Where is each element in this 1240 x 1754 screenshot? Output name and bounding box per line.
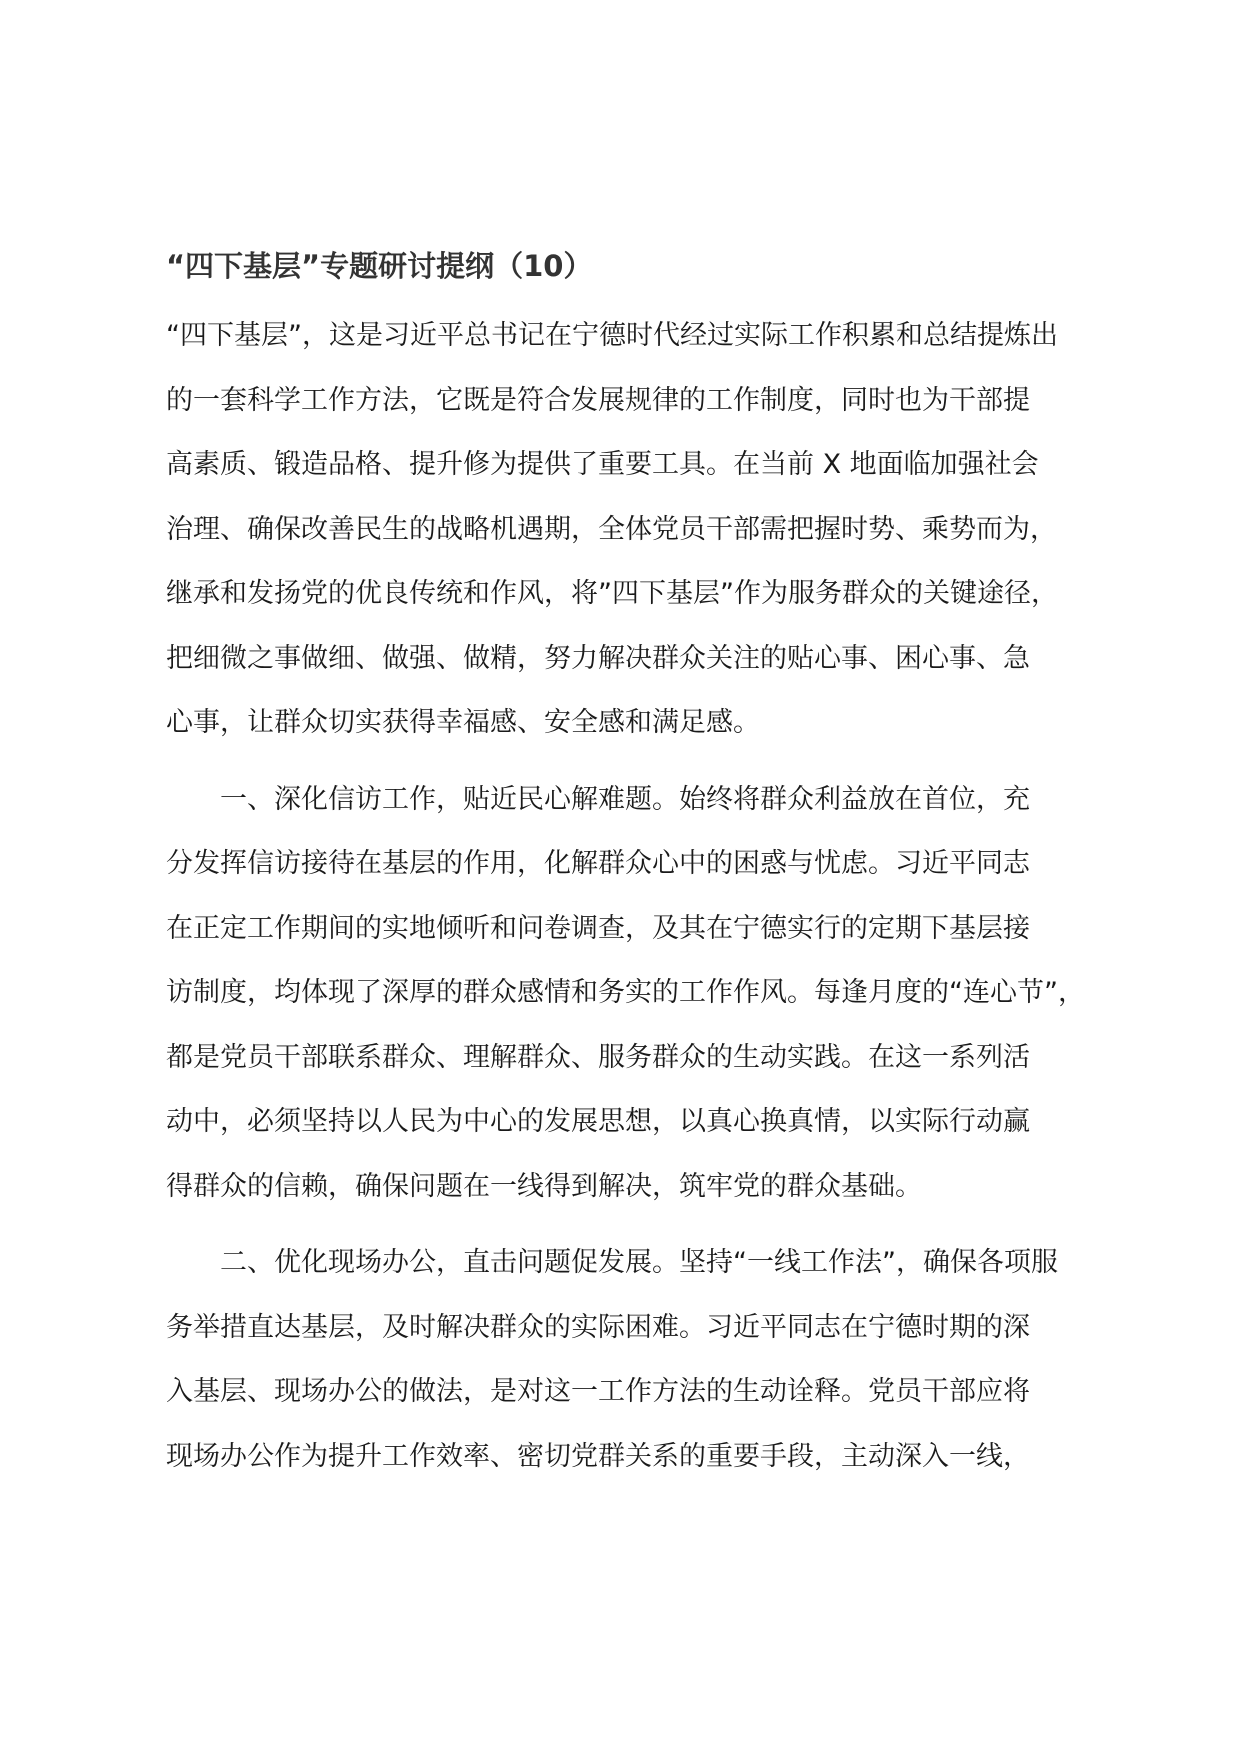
text-line: 访制度，均体现了深厚的群众感情和务实的工作作风。每逢月度的“连心节”， (166, 977, 1085, 1008)
text-line: 务举措直达基层，及时解决群众的实际困难。习近平同志在宁德时期的深 (166, 1311, 1030, 1343)
text-line: 心事，让群众切实获得幸福感、安全感和满足感。 (166, 707, 760, 738)
text-line: 的一套科学工作方法，它既是符合发展规律的工作制度，同时也为干部提 (166, 384, 1030, 416)
text-line: 现场办公作为提升工作效率、密切党群关系的重要手段，主动深入一线， (166, 1440, 1030, 1472)
paragraph-intro (166, 304, 1106, 756)
paragraph-section-one (166, 768, 1106, 1220)
text-line: 一、深化信访工作，贴近民心解难题。始终将群众利益放在首位，充 (220, 783, 1030, 815)
text-line: 得群众的信赖，确保问题在一线得到解决，筑牢党的群众基础。 (166, 1170, 922, 1202)
text-line: 在正定工作期间的实地倾听和问卷调查，及其在宁德实行的定期下基层接 (166, 912, 1030, 944)
text-line: 都是党员干部联系群众、理解群众、服务群众的生动实践。在这一系列活 (166, 1041, 1030, 1073)
text-line: “四下基层”，这是习近平总书记在宁德时代经过实际工作积累和总结提炼出 (166, 320, 1058, 351)
text-line: 继承和发扬党的优良传统和作风，将”四下基层”作为服务群众的关键途径， (166, 578, 1058, 609)
text-line: 二、优化现场办公，直击问题促发展。坚持“一线工作法”，确保各项服 (220, 1247, 1058, 1278)
text-line: 动中，必须坚持以人民为中心的发展思想，以真心换真情，以实际行动赢 (166, 1106, 1030, 1137)
text-line: 分发挥信访接待在基层的作用，化解群众心中的困惑与忧虑。习近平同志 (166, 848, 1030, 879)
text-line: 高素质、锻造品格、提升修为提供了重要工具。在当前 X 地面临加强社会 (166, 449, 1039, 480)
text-line: 入基层、现场办公的做法，是对这一工作方法的生动诠释。党员干部应将 (166, 1376, 1030, 1407)
document-title: “四下基层”专题研讨提纲（10） (166, 249, 593, 283)
paragraph-section-two (166, 1231, 1106, 1489)
document-body (166, 304, 1106, 1489)
text-line: 把细微之事做细、做强、做精，努力解决群众关注的贴心事、困心事、急 (166, 642, 1030, 674)
text-line: 治理、确保改善民生的战略机遇期，全体党员干部需把握时势、乘势而为， (166, 513, 1057, 545)
